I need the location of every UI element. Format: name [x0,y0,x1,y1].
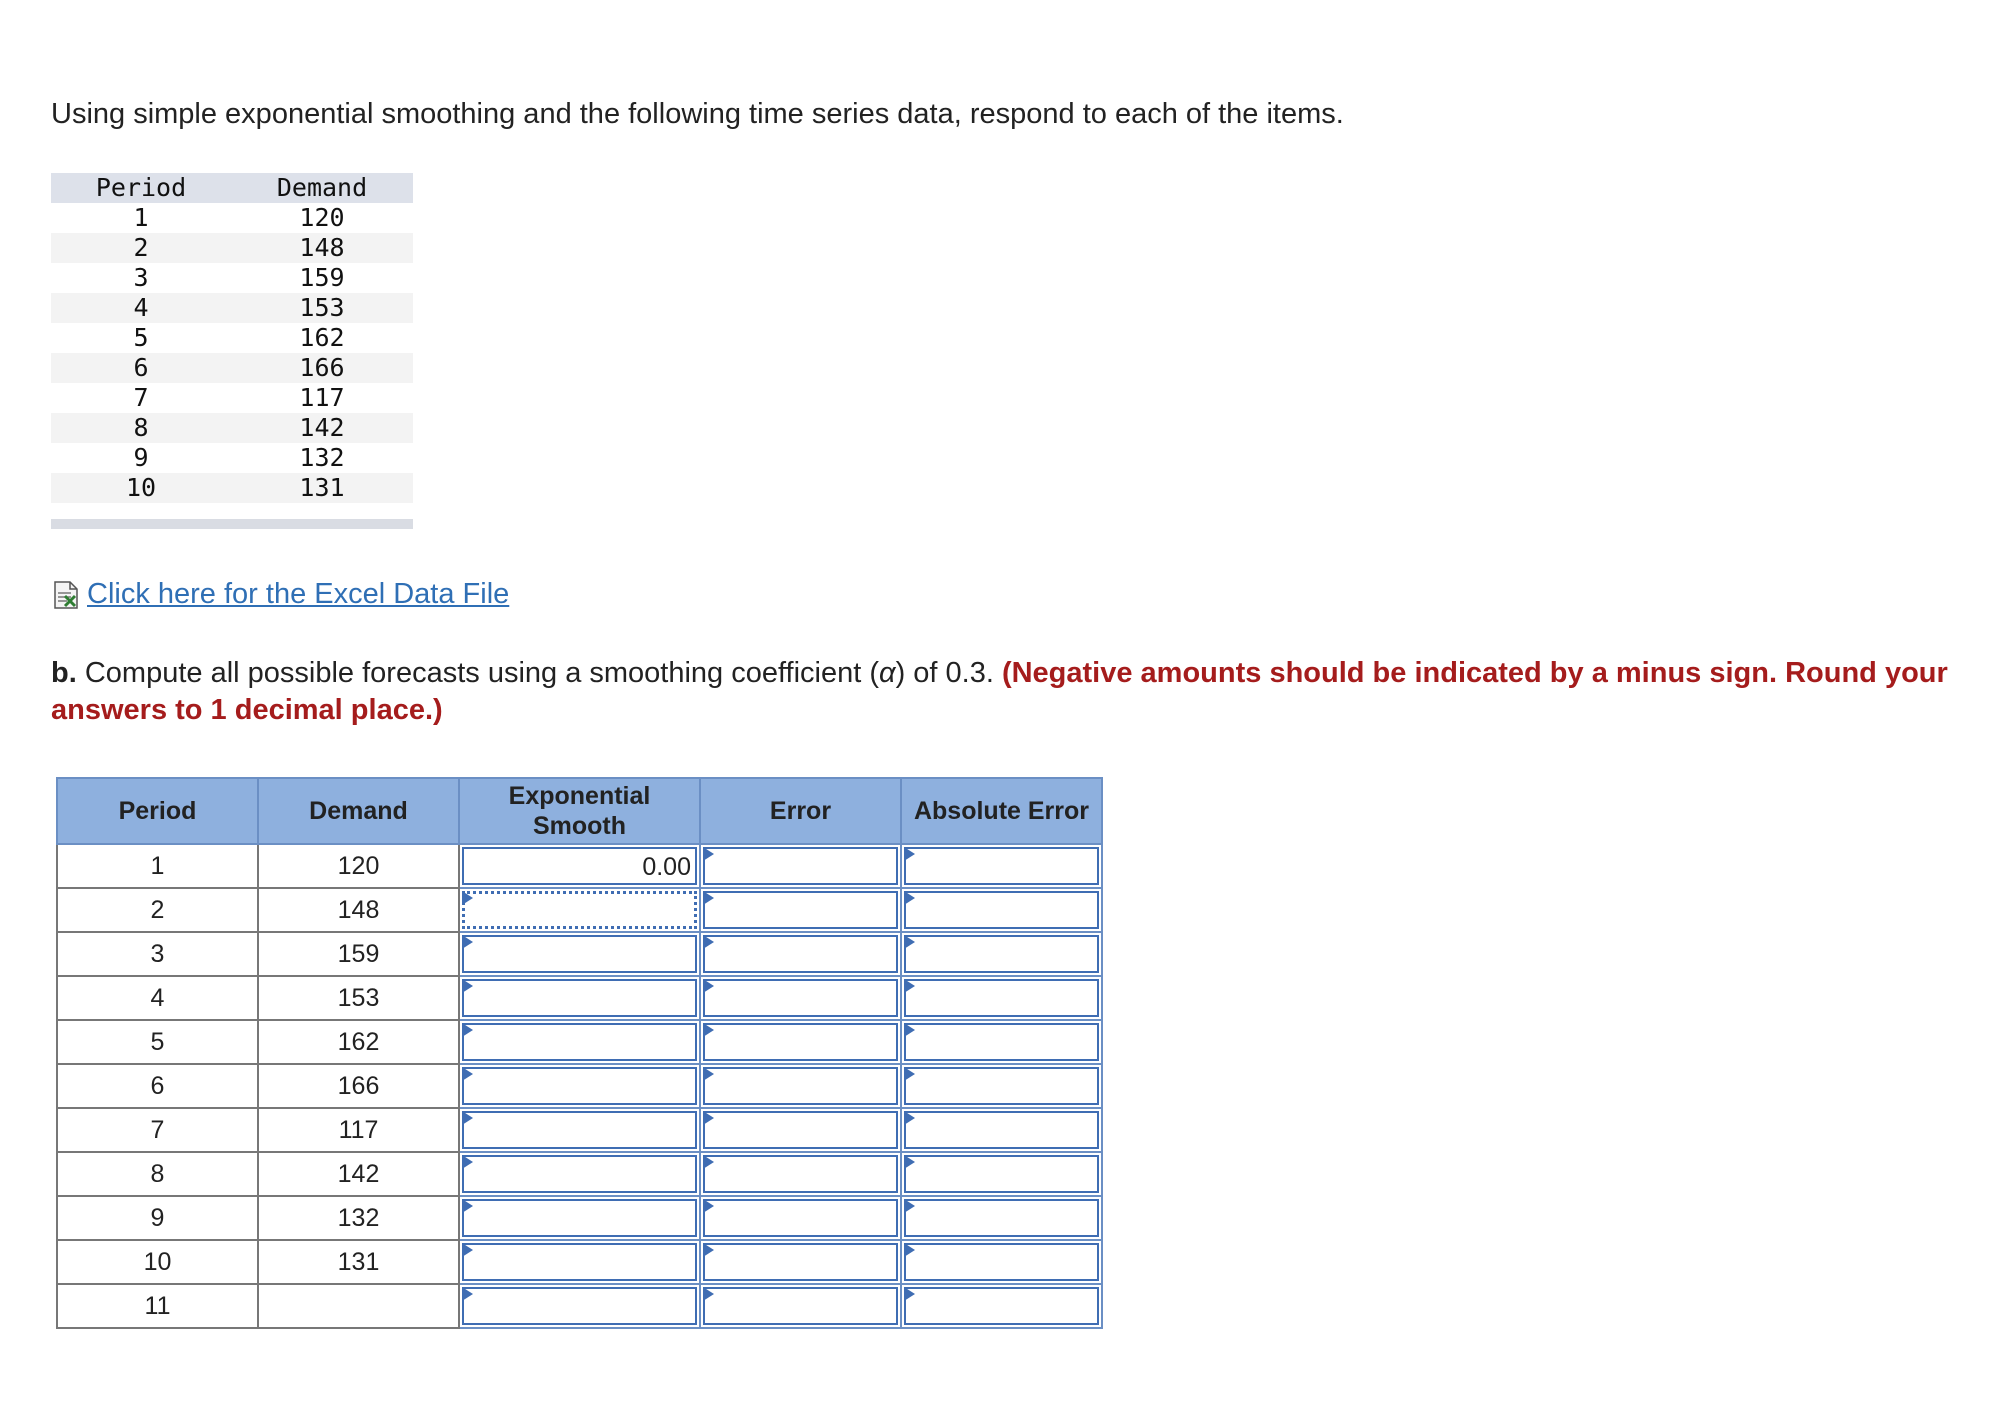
cell-period: 11 [57,1284,258,1328]
absolute-error-input[interactable] [904,891,1099,929]
cell-absolute-error [901,1064,1102,1108]
data-cell-period: 3 [133,263,149,292]
cell-error [700,1284,901,1328]
question-label: b. [51,657,77,689]
answer-table-row [57,932,1102,976]
cell-period: 8 [57,1152,258,1196]
header-period: Period [57,778,258,844]
data-cell-period: 10 [125,473,157,502]
cell-smooth [459,932,700,976]
smooth-input[interactable] [462,1243,697,1281]
header-exponential-smooth: Exponential Smooth [459,778,700,844]
cell-error [700,932,901,976]
input-marker-icon [904,1023,915,1037]
input-marker-icon [904,1287,915,1301]
input-marker-icon [904,891,915,905]
data-table-footer [51,519,413,529]
error-input[interactable] [703,1199,898,1237]
input-marker-icon [904,1199,915,1213]
question-b [51,655,1951,729]
error-input[interactable] [703,1243,898,1281]
data-cell-demand: 132 [299,443,345,472]
data-header-demand: Demand [276,173,368,202]
question-text: Compute all possible forecasts using a smoothing coefficient ( [84,657,880,689]
cell-absolute-error [901,888,1102,932]
cell-period: 5 [57,1020,258,1064]
cell-absolute-error [901,932,1102,976]
alpha-symbol: α [879,657,896,689]
cell-error [700,1152,901,1196]
error-input[interactable] [703,1287,898,1325]
cell-smooth [459,1240,700,1284]
data-table-row [51,203,413,233]
header-error: Error [700,778,901,844]
cell-smooth [459,1108,700,1152]
error-input[interactable] [703,979,898,1017]
input-marker-icon [462,1243,473,1257]
error-input[interactable] [703,1111,898,1149]
answer-table [56,777,1103,1329]
smooth-input[interactable] [462,891,697,929]
answer-table-row [57,1152,1102,1196]
answer-table-row [57,1196,1102,1240]
input-marker-icon [904,1243,915,1257]
data-cell-period: 9 [133,443,149,472]
input-marker-icon [703,1023,714,1037]
answer-table-row [57,844,1102,888]
input-marker-icon [904,979,915,993]
input-marker-icon [703,1111,714,1125]
data-cell-period: 2 [133,233,149,262]
input-marker-icon [904,1067,915,1081]
cell-smooth [459,1284,700,1328]
cell-demand: 117 [258,1108,459,1152]
cell-absolute-error [901,976,1102,1020]
error-input[interactable] [703,935,898,973]
absolute-error-input[interactable] [904,1199,1099,1237]
data-cell-demand: 117 [299,383,345,412]
input-marker-icon [904,1155,915,1169]
absolute-error-input[interactable] [904,979,1099,1017]
cell-demand: 162 [258,1020,459,1064]
data-header-period: Period [95,173,187,202]
input-marker-icon [462,935,473,949]
cell-demand: 120 [258,844,459,888]
absolute-error-input[interactable] [904,1111,1099,1149]
smooth-input[interactable] [462,1155,697,1193]
answer-table-row [57,1064,1102,1108]
question-instruction: (Negative amounts should be indicated by a minus sign. Round your answers to 1 decimal place.) [51,657,1948,726]
cell-demand: 153 [258,976,459,1020]
data-cell-period: 4 [133,293,149,322]
excel-link-label[interactable]: Click here for the Excel Data File [87,578,510,610]
cell-period: 10 [57,1240,258,1284]
data-table-row [51,353,413,383]
input-marker-icon [462,1287,473,1301]
intro-text: Using simple exponential smoothing and the following time series data, respond to each of the items. [51,98,1344,130]
data-table-header [51,173,413,203]
cell-period: 1 [57,844,258,888]
absolute-error-input[interactable] [904,1287,1099,1325]
cell-smooth [459,888,700,932]
error-input[interactable] [703,1023,898,1061]
smooth-input[interactable] [462,1023,697,1061]
absolute-error-input[interactable] [904,1023,1099,1061]
cell-period: 6 [57,1064,258,1108]
input-marker-icon [703,935,714,949]
cell-error [700,1064,901,1108]
input-marker-icon [462,891,473,905]
input-marker-icon [703,1243,714,1257]
cell-period: 3 [57,932,258,976]
data-table-row [51,263,413,293]
cell-period: 2 [57,888,258,932]
cell-error [700,1108,901,1152]
cell-absolute-error [901,1240,1102,1284]
cell-absolute-error [901,1152,1102,1196]
cell-absolute-error [901,1108,1102,1152]
error-input[interactable] [703,891,898,929]
data-cell-period: 5 [133,323,149,352]
input-marker-icon [703,1155,714,1169]
input-marker-icon [462,1199,473,1213]
smooth-input[interactable] [462,1111,697,1149]
input-marker-icon [703,847,714,861]
cell-absolute-error [901,1284,1102,1328]
data-cell-demand: 142 [299,413,345,442]
cell-demand [258,1284,459,1328]
cell-smooth [459,1152,700,1196]
answer-table-row [57,888,1102,932]
cell-error [700,976,901,1020]
smooth-input[interactable] [462,1067,697,1105]
cell-period: 4 [57,976,258,1020]
smooth-input[interactable] [462,1199,697,1237]
smooth-input[interactable]: 0.00 [462,847,697,885]
smooth-input[interactable] [462,1287,697,1325]
data-cell-demand: 131 [299,473,345,502]
cell-absolute-error [901,844,1102,888]
absolute-error-input[interactable] [904,1243,1099,1281]
cell-demand: 148 [258,888,459,932]
input-marker-icon [904,847,915,861]
answer-table-row [57,1020,1102,1064]
input-marker-icon [703,1287,714,1301]
data-cell-period: 8 [133,413,149,442]
data-cell-demand: 120 [299,203,345,232]
header-demand: Demand [258,778,459,844]
cell-demand: 159 [258,932,459,976]
data-table-row [51,233,413,263]
data-table-row [51,323,413,353]
cell-demand: 166 [258,1064,459,1108]
answer-table-row [57,976,1102,1020]
input-marker-icon [703,1067,714,1081]
input-marker-icon [703,891,714,905]
cell-smooth [459,1020,700,1064]
data-cell-demand: 148 [299,233,345,262]
error-input[interactable] [703,1155,898,1193]
data-cell-demand: 159 [299,263,345,292]
time-series-data-table [51,173,413,529]
cell-demand: 132 [258,1196,459,1240]
absolute-error-input[interactable] [904,1067,1099,1105]
data-cell-period: 1 [133,203,149,232]
data-table-row [51,383,413,413]
cell-absolute-error [901,1020,1102,1064]
data-cell-demand: 166 [299,353,345,382]
cell-smooth [459,1064,700,1108]
answer-table-row [57,1240,1102,1284]
absolute-error-input[interactable] [904,847,1099,885]
data-table-row [51,293,413,323]
data-table-row [51,413,413,443]
input-marker-icon [904,1111,915,1125]
cell-period: 9 [57,1196,258,1240]
data-cell-period: 7 [133,383,149,412]
input-marker-icon [462,1111,473,1125]
answer-table-row [57,1108,1102,1152]
smooth-input[interactable] [462,979,697,1017]
cell-error [700,888,901,932]
data-cell-period: 6 [133,353,149,382]
error-input[interactable] [703,1067,898,1105]
data-cell-demand: 153 [299,293,345,322]
smooth-input[interactable] [462,935,697,973]
cell-demand: 142 [258,1152,459,1196]
input-marker-icon [904,935,915,949]
cell-absolute-error [901,1196,1102,1240]
input-marker-icon [703,1199,714,1213]
cell-error [700,1196,901,1240]
error-input[interactable] [703,847,898,885]
cell-error [700,844,901,888]
answer-table-header [57,778,1102,844]
input-marker-icon [462,1067,473,1081]
cell-smooth [459,844,700,888]
absolute-error-input[interactable] [904,1155,1099,1193]
input-marker-icon [462,1155,473,1169]
data-cell-demand: 162 [299,323,345,352]
cell-smooth [459,976,700,1020]
excel-file-icon [51,580,81,610]
header-absolute-error: Absolute Error [901,778,1102,844]
cell-error [700,1240,901,1284]
input-marker-icon [462,1023,473,1037]
cell-period: 7 [57,1108,258,1152]
input-marker-icon [703,979,714,993]
data-table-row [51,473,413,503]
absolute-error-input[interactable] [904,935,1099,973]
answer-table-row [57,1284,1102,1328]
cell-error [700,1020,901,1064]
input-marker-icon [462,979,473,993]
question-text-2: ) of 0.3. [895,657,994,689]
cell-smooth [459,1196,700,1240]
cell-demand: 131 [258,1240,459,1284]
data-table-row [51,443,413,473]
excel-data-file-link[interactable] [51,578,509,611]
